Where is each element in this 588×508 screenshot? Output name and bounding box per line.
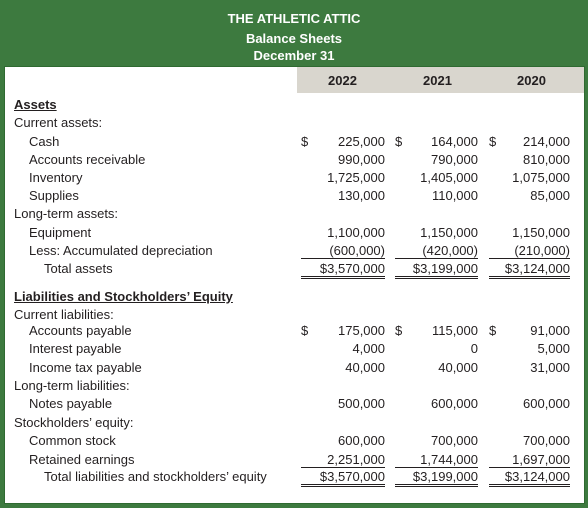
section-heading: Assets bbox=[14, 97, 57, 112]
value-2022 bbox=[301, 341, 385, 356]
value-2022 bbox=[301, 243, 385, 259]
value-text: 600,000 bbox=[338, 433, 385, 448]
value-text: (600,000) bbox=[329, 243, 385, 258]
value-2022 bbox=[301, 261, 385, 279]
value-text: 214,000 bbox=[523, 134, 570, 149]
value-2020 bbox=[489, 341, 570, 356]
value-text: 130,000 bbox=[338, 188, 385, 203]
year-2021-header: 2021 bbox=[423, 73, 452, 88]
value-2022 bbox=[301, 170, 385, 185]
value-2021 bbox=[395, 225, 478, 240]
value-text: 1,697,000 bbox=[512, 452, 570, 467]
table-row bbox=[5, 152, 584, 170]
row-label: Interest payable bbox=[29, 341, 122, 356]
value-text: 225,000 bbox=[338, 134, 385, 149]
statement-date: December 31 bbox=[253, 48, 335, 63]
table-row bbox=[5, 170, 584, 188]
value-text: $3,570,000 bbox=[319, 261, 385, 276]
dollar-sign: $ bbox=[301, 134, 309, 149]
row-label: Retained earnings bbox=[29, 452, 135, 467]
row-label: Less: Accumulated depreciation bbox=[29, 243, 213, 258]
value-text: 40,000 bbox=[345, 360, 385, 375]
value-text: 85,000 bbox=[530, 188, 570, 203]
value-2022 bbox=[301, 452, 385, 468]
value-text: $3,124,000 bbox=[504, 469, 570, 484]
value-2020 bbox=[489, 261, 570, 279]
value-2021 bbox=[395, 341, 478, 356]
row-label: Stockholders’ equity: bbox=[14, 415, 134, 430]
value-text: 500,000 bbox=[338, 396, 385, 411]
row-label: Current liabilities: bbox=[14, 307, 114, 322]
row-label: Long-term liabilities: bbox=[14, 378, 130, 393]
value-2021 bbox=[395, 152, 478, 167]
value-2020 bbox=[489, 452, 570, 468]
value-2022 bbox=[301, 152, 385, 167]
value-2020 bbox=[489, 396, 570, 411]
value-2020 bbox=[489, 134, 570, 149]
value-2021 bbox=[395, 452, 478, 468]
statement-title: Balance Sheets bbox=[245, 31, 343, 46]
value-text: 40,000 bbox=[438, 360, 478, 375]
dollar-sign: $ bbox=[301, 323, 309, 338]
dollar-sign: $ bbox=[395, 134, 403, 149]
value-2021 bbox=[395, 261, 478, 279]
table-row bbox=[5, 206, 584, 224]
value-2021 bbox=[395, 188, 478, 203]
value-2022 bbox=[301, 396, 385, 411]
value-2021 bbox=[395, 134, 478, 149]
table-row bbox=[5, 188, 584, 206]
value-2021 bbox=[395, 469, 478, 487]
value-text: 700,000 bbox=[431, 433, 478, 448]
value-2021 bbox=[395, 170, 478, 185]
row-label: Income tax payable bbox=[29, 360, 142, 375]
value-2020 bbox=[489, 188, 570, 203]
value-text: 175,000 bbox=[338, 323, 385, 338]
value-2021 bbox=[395, 243, 478, 259]
value-text: $3,199,000 bbox=[412, 261, 478, 276]
row-label: Total liabilities and stockholders’ equity bbox=[44, 469, 267, 484]
value-2022 bbox=[301, 360, 385, 375]
value-text: 164,000 bbox=[431, 134, 478, 149]
value-text: 2,251,000 bbox=[327, 452, 385, 467]
value-2022 bbox=[301, 323, 385, 338]
value-2020 bbox=[489, 152, 570, 167]
value-text: 0 bbox=[470, 341, 478, 356]
value-2020 bbox=[489, 170, 570, 185]
value-2021 bbox=[395, 433, 478, 448]
value-text: 790,000 bbox=[431, 152, 478, 167]
value-2020 bbox=[489, 323, 570, 338]
table-row bbox=[5, 289, 584, 307]
table-row bbox=[5, 261, 584, 279]
value-2022 bbox=[301, 188, 385, 203]
value-text: 1,150,000 bbox=[512, 225, 570, 240]
value-2020 bbox=[489, 360, 570, 375]
value-2022 bbox=[301, 225, 385, 240]
value-text: 4,000 bbox=[352, 341, 385, 356]
value-text: 115,000 bbox=[431, 323, 478, 338]
row-label: Long-term assets: bbox=[14, 206, 119, 221]
table-row bbox=[5, 134, 584, 152]
value-2021 bbox=[395, 360, 478, 375]
value-text: $3,124,000 bbox=[504, 261, 570, 276]
statement-header bbox=[0, 0, 588, 66]
row-label: Notes payable bbox=[29, 396, 113, 411]
value-text: 600,000 bbox=[523, 396, 570, 411]
table-row bbox=[5, 225, 584, 243]
table-row bbox=[5, 396, 584, 414]
value-text: 5,000 bbox=[537, 341, 570, 356]
section-heading: Liabilities and Stockholders’ Equity bbox=[14, 289, 233, 304]
value-2021 bbox=[395, 396, 478, 411]
value-text: 1,075,000 bbox=[512, 170, 570, 185]
value-2020 bbox=[489, 243, 570, 259]
row-label: Accounts payable bbox=[29, 323, 132, 338]
dollar-sign: $ bbox=[489, 323, 497, 338]
row-label: Common stock bbox=[29, 433, 116, 448]
table-row bbox=[5, 97, 584, 115]
year-2020-header: 2020 bbox=[517, 73, 546, 88]
dollar-sign: $ bbox=[395, 323, 403, 338]
year-2022-header: 2022 bbox=[328, 73, 357, 88]
value-text: 1,150,000 bbox=[420, 225, 478, 240]
table-row bbox=[5, 323, 584, 341]
row-label: Current assets: bbox=[14, 115, 103, 130]
table-row bbox=[5, 341, 584, 359]
table-row bbox=[5, 378, 584, 396]
value-2020 bbox=[489, 433, 570, 448]
value-text: 31,000 bbox=[530, 360, 570, 375]
value-2020 bbox=[489, 225, 570, 240]
value-text: 810,000 bbox=[523, 152, 570, 167]
value-text: 1,725,000 bbox=[327, 170, 385, 185]
table-row bbox=[5, 433, 584, 451]
row-label: Equipment bbox=[29, 225, 92, 240]
value-text: 600,000 bbox=[431, 396, 478, 411]
table-row bbox=[5, 452, 584, 470]
value-text: 700,000 bbox=[523, 433, 570, 448]
value-2022 bbox=[301, 433, 385, 448]
row-label: Cash bbox=[29, 134, 60, 149]
table-row bbox=[5, 469, 584, 487]
table-row bbox=[5, 360, 584, 378]
value-text: $3,570,000 bbox=[319, 469, 385, 484]
value-text: 110,000 bbox=[431, 188, 478, 203]
value-text: 990,000 bbox=[338, 152, 385, 167]
value-2022 bbox=[301, 134, 385, 149]
value-text: 91,000 bbox=[530, 323, 570, 338]
value-2022 bbox=[301, 469, 385, 487]
value-2021 bbox=[395, 323, 478, 338]
value-2020 bbox=[489, 469, 570, 487]
row-label: Supplies bbox=[29, 188, 79, 203]
value-text: (420,000) bbox=[422, 243, 478, 258]
value-text: 1,100,000 bbox=[327, 225, 385, 240]
value-text: $3,199,000 bbox=[412, 469, 478, 484]
value-text: (210,000) bbox=[514, 243, 570, 258]
row-label: Total assets bbox=[44, 261, 113, 276]
balance-sheet-table bbox=[4, 66, 585, 504]
table-row bbox=[5, 243, 584, 261]
dollar-sign: $ bbox=[489, 134, 497, 149]
value-text: 1,744,000 bbox=[420, 452, 478, 467]
company-name: THE ATHLETIC ATTIC bbox=[227, 11, 361, 26]
row-label: Inventory bbox=[29, 170, 83, 185]
table-row bbox=[5, 415, 584, 433]
row-label: Accounts receivable bbox=[29, 152, 146, 167]
table-row bbox=[5, 115, 584, 133]
value-text: 1,405,000 bbox=[420, 170, 478, 185]
